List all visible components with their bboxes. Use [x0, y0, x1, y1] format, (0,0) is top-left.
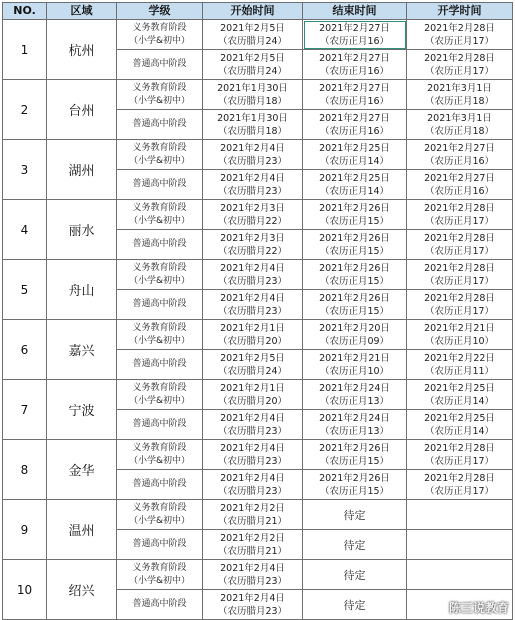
row-number: 10 — [3, 560, 47, 620]
open-date-lunar: （农历正月18） — [424, 95, 495, 107]
region-name: 台州 — [47, 80, 117, 140]
end-date-lunar: （农历正月15） — [319, 485, 390, 497]
row-number: 9 — [3, 500, 47, 560]
end-date-gregorian: 2021年2月24日 — [319, 412, 390, 424]
watermark: 陈三说教育 — [448, 601, 509, 615]
end-date-lunar: （农历正月13） — [319, 425, 390, 437]
end-date-pending: 待定 — [303, 590, 407, 620]
start-date-lunar: （农历腊月23） — [217, 155, 288, 167]
table-row — [3, 200, 513, 230]
start-date — [203, 440, 303, 470]
level-compulsory-name: 义务教育阶段 — [132, 442, 187, 453]
start-date-gregorian: 2021年2月4日 — [220, 592, 285, 604]
end-date-gregorian: 2021年2月25日 — [319, 172, 390, 184]
start-date-lunar: （农历腊月18） — [217, 125, 288, 137]
level-compulsory-name: 义务教育阶段 — [132, 502, 187, 513]
start-date-lunar: （农历腊月22） — [217, 245, 288, 257]
open-date-gregorian: 2021年3月1日 — [427, 82, 492, 94]
end-date — [303, 410, 407, 440]
end-date-lunar: （农历正月14） — [319, 185, 390, 197]
header-row — [3, 3, 513, 20]
level-high-school — [117, 50, 203, 80]
header-end-time: 结束时间 — [303, 3, 407, 20]
level-high-school-name: 普通高中阶段 — [132, 179, 187, 189]
table-row — [3, 440, 513, 470]
open-date — [407, 230, 513, 260]
open-date-gregorian: 2021年3月1日 — [427, 112, 492, 124]
end-date-gregorian: 2021年2月25日 — [319, 142, 390, 154]
open-date — [407, 140, 513, 170]
end-date — [303, 320, 407, 350]
open-date — [407, 260, 513, 290]
start-date — [203, 320, 303, 350]
open-date-gregorian: 2021年2月28日 — [424, 22, 495, 34]
level-compulsory — [117, 380, 203, 410]
start-date-lunar: （农历腊月21） — [217, 545, 288, 557]
open-date-gregorian: 2021年2月28日 — [424, 472, 495, 484]
start-date-gregorian: 2021年2月3日 — [220, 232, 285, 244]
level-compulsory-note: （小学&初中） — [128, 95, 191, 106]
open-date — [407, 200, 513, 230]
level-compulsory-note: （小学&初中） — [128, 35, 191, 46]
start-date-gregorian: 2021年2月5日 — [220, 22, 285, 34]
table-row — [3, 380, 513, 410]
end-date-lunar: （农历正月13） — [319, 395, 390, 407]
level-high-school-name: 普通高中阶段 — [132, 419, 187, 429]
start-date-gregorian: 2021年2月4日 — [220, 442, 285, 454]
end-date-pending: 待定 — [303, 500, 407, 530]
end-date-pending: 待定 — [303, 560, 407, 590]
end-date-lunar: （农历正月15） — [319, 245, 390, 257]
open-date-gregorian: 2021年2月25日 — [424, 412, 495, 424]
level-high-school-name: 普通高中阶段 — [132, 539, 187, 549]
start-date-gregorian: 2021年2月4日 — [220, 292, 285, 304]
start-date-gregorian: 2021年2月1日 — [220, 322, 285, 334]
row-number: 8 — [3, 440, 47, 500]
row-number: 2 — [3, 80, 47, 140]
open-date — [407, 440, 513, 470]
end-date-gregorian: 2021年2月27日 — [319, 82, 390, 94]
end-date-lunar: （农历正月15） — [319, 455, 390, 467]
level-compulsory — [117, 80, 203, 110]
region-name: 绍兴 — [47, 560, 117, 620]
open-date-lunar: （农历正月16） — [424, 155, 495, 167]
region-name: 宁波 — [47, 380, 117, 440]
open-date-gregorian: 2021年2月22日 — [424, 352, 495, 364]
start-date-lunar: （农历腊月23） — [217, 275, 288, 287]
level-high-school-name: 普通高中阶段 — [132, 59, 187, 69]
level-compulsory-name: 义务教育阶段 — [132, 22, 187, 33]
open-date-lunar: （农历正月17） — [424, 305, 495, 317]
row-number: 3 — [3, 140, 47, 200]
start-date-gregorian: 2021年2月4日 — [220, 472, 285, 484]
end-date — [303, 80, 407, 110]
open-date-lunar: （农历正月17） — [424, 35, 495, 47]
table-row — [3, 140, 513, 170]
level-high-school-name: 普通高中阶段 — [132, 239, 187, 249]
end-date-pending: 待定 — [303, 530, 407, 560]
level-high-school — [117, 230, 203, 260]
start-date-lunar: （农历腊月24） — [217, 35, 288, 47]
level-compulsory-name: 义务教育阶段 — [132, 562, 187, 573]
level-compulsory-note: （小学&初中） — [128, 455, 191, 466]
level-compulsory — [117, 260, 203, 290]
end-date — [303, 350, 407, 380]
level-compulsory-note: （小学&初中） — [128, 515, 191, 526]
region-name: 金华 — [47, 440, 117, 500]
start-date — [203, 50, 303, 80]
start-date-lunar: （农历腊月24） — [217, 365, 288, 377]
level-compulsory — [117, 560, 203, 590]
start-date — [203, 410, 303, 440]
open-date — [407, 350, 513, 380]
level-high-school-name: 普通高中阶段 — [132, 299, 187, 309]
start-date — [203, 590, 303, 620]
end-date — [303, 290, 407, 320]
end-date — [303, 230, 407, 260]
level-compulsory — [117, 320, 203, 350]
level-compulsory-note: （小学&初中） — [128, 215, 191, 226]
start-date-lunar: （农历腊月21） — [217, 515, 288, 527]
start-date-gregorian: 2021年2月2日 — [220, 532, 285, 544]
end-date — [303, 200, 407, 230]
open-date-gregorian: 2021年2月27日 — [424, 172, 495, 184]
open-date-lunar: （农历正月14） — [424, 395, 495, 407]
start-date-gregorian: 2021年2月2日 — [220, 502, 285, 514]
open-date — [407, 80, 513, 110]
header-level: 学级 — [117, 3, 203, 20]
level-compulsory — [117, 20, 203, 50]
start-date-gregorian: 2021年2月4日 — [220, 172, 285, 184]
start-date — [203, 470, 303, 500]
level-compulsory-note: （小学&初中） — [128, 395, 191, 406]
table-row — [3, 560, 513, 590]
region-name: 嘉兴 — [47, 320, 117, 380]
open-date-gregorian: 2021年2月28日 — [424, 442, 495, 454]
start-date-gregorian: 2021年2月5日 — [220, 352, 285, 364]
open-date-lunar: （农历正月17） — [424, 275, 495, 287]
end-date-lunar: （农历正月09） — [319, 335, 390, 347]
end-date — [303, 260, 407, 290]
start-date-lunar: （农历腊月18） — [217, 95, 288, 107]
open-date-lunar: （农历正月10） — [424, 335, 495, 347]
open-date-lunar: （农历正月14） — [424, 425, 495, 437]
level-high-school — [117, 170, 203, 200]
end-date-lunar: （农历正月16） — [319, 35, 390, 47]
table-row — [3, 500, 513, 530]
start-date-gregorian: 2021年2月4日 — [220, 562, 285, 574]
open-date — [407, 290, 513, 320]
header-school-open-time: 开学时间 — [407, 3, 513, 20]
row-number: 4 — [3, 200, 47, 260]
end-date — [303, 440, 407, 470]
end-date-gregorian: 2021年2月20日 — [319, 322, 390, 334]
start-date — [203, 110, 303, 140]
end-date-lunar: （农历正月10） — [319, 365, 390, 377]
start-date — [203, 500, 303, 530]
open-date-gregorian: 2021年2月28日 — [424, 292, 495, 304]
start-date-lunar: （农历腊月22） — [217, 215, 288, 227]
header-region: 区域 — [47, 3, 117, 20]
start-date-gregorian: 2021年1月30日 — [217, 82, 288, 94]
end-date-lunar: （农历正月16） — [319, 95, 390, 107]
level-high-school-name: 普通高中阶段 — [132, 359, 187, 369]
end-date-gregorian: 2021年2月26日 — [319, 292, 390, 304]
start-date-gregorian: 2021年2月4日 — [220, 142, 285, 154]
start-date-lunar: （农历腊月23） — [217, 185, 288, 197]
level-high-school-name: 普通高中阶段 — [132, 599, 187, 609]
start-date — [203, 140, 303, 170]
start-date — [203, 20, 303, 50]
region-name: 杭州 — [47, 20, 117, 80]
open-date-lunar: （农历正月17） — [424, 245, 495, 257]
level-compulsory-note: （小学&初中） — [128, 275, 191, 286]
start-date-lunar: （农历腊月23） — [217, 605, 288, 617]
level-high-school-name: 普通高中阶段 — [132, 479, 187, 489]
end-date — [303, 20, 407, 50]
end-date-lunar: （农历正月15） — [319, 275, 390, 287]
row-number: 6 — [3, 320, 47, 380]
open-date-lunar: （农历正月16） — [424, 185, 495, 197]
region-name: 温州 — [47, 500, 117, 560]
end-date-gregorian: 2021年2月21日 — [319, 352, 390, 364]
open-date-empty — [407, 530, 513, 560]
open-date — [407, 470, 513, 500]
open-date-lunar: （农历正月17） — [424, 65, 495, 77]
start-date — [203, 560, 303, 590]
region-name: 丽水 — [47, 200, 117, 260]
level-compulsory — [117, 200, 203, 230]
start-date — [203, 170, 303, 200]
end-date-gregorian: 2021年2月27日 — [319, 22, 390, 34]
open-date-gregorian: 2021年2月28日 — [424, 262, 495, 274]
level-compulsory-note: （小学&初中） — [128, 575, 191, 586]
level-high-school — [117, 350, 203, 380]
open-date-gregorian: 2021年2月25日 — [424, 382, 495, 394]
end-date-gregorian: 2021年2月26日 — [319, 472, 390, 484]
level-compulsory-name: 义务教育阶段 — [132, 382, 187, 393]
level-compulsory — [117, 140, 203, 170]
start-date-lunar: （农历腊月24） — [217, 65, 288, 77]
start-date-gregorian: 2021年2月5日 — [220, 52, 285, 64]
open-date — [407, 170, 513, 200]
end-date-lunar: （农历正月15） — [319, 215, 390, 227]
row-number: 5 — [3, 260, 47, 320]
start-date-lunar: （农历腊月23） — [217, 455, 288, 467]
level-compulsory-name: 义务教育阶段 — [132, 202, 187, 213]
end-date-lunar: （农历正月16） — [319, 125, 390, 137]
open-date — [407, 20, 513, 50]
region-name: 舟山 — [47, 260, 117, 320]
level-compulsory — [117, 440, 203, 470]
end-date-gregorian: 2021年2月26日 — [319, 442, 390, 454]
end-date-gregorian: 2021年2月24日 — [319, 382, 390, 394]
level-high-school-name: 普通高中阶段 — [132, 119, 187, 129]
row-number: 7 — [3, 380, 47, 440]
open-date — [407, 50, 513, 80]
level-compulsory-name: 义务教育阶段 — [132, 82, 187, 93]
open-date-gregorian: 2021年2月21日 — [424, 322, 495, 334]
end-date — [303, 470, 407, 500]
level-high-school — [117, 290, 203, 320]
level-compulsory-name: 义务教育阶段 — [132, 142, 187, 153]
level-compulsory-note: （小学&初中） — [128, 335, 191, 346]
end-date — [303, 110, 407, 140]
open-date-gregorian: 2021年2月28日 — [424, 232, 495, 244]
open-date-lunar: （农历正月18） — [424, 125, 495, 137]
end-date-lunar: （农历正月16） — [319, 65, 390, 77]
region-name: 湖州 — [47, 140, 117, 200]
end-date — [303, 380, 407, 410]
open-date-empty — [407, 500, 513, 530]
open-date — [407, 380, 513, 410]
table-row — [3, 320, 513, 350]
end-date-lunar: （农历正月14） — [319, 155, 390, 167]
start-date — [203, 80, 303, 110]
start-date-lunar: （农历腊月20） — [217, 335, 288, 347]
open-date-lunar: （农历正月17） — [424, 215, 495, 227]
start-date-gregorian: 2021年2月1日 — [220, 382, 285, 394]
table-body — [3, 20, 513, 620]
start-date-lunar: （农历腊月23） — [217, 575, 288, 587]
open-date — [407, 410, 513, 440]
level-compulsory — [117, 500, 203, 530]
level-compulsory-note: （小学&初中） — [128, 155, 191, 166]
start-date-lunar: （农历腊月23） — [217, 485, 288, 497]
level-high-school — [117, 410, 203, 440]
school-holiday-table — [2, 2, 513, 620]
start-date — [203, 380, 303, 410]
start-date — [203, 350, 303, 380]
start-date-lunar: （农历腊月23） — [217, 305, 288, 317]
open-date-lunar: （农历正月17） — [424, 455, 495, 467]
end-date-gregorian: 2021年2月26日 — [319, 262, 390, 274]
header-no: NO. — [3, 3, 47, 20]
start-date-lunar: （农历腊月20） — [217, 395, 288, 407]
open-date-gregorian: 2021年2月27日 — [424, 142, 495, 154]
end-date-gregorian: 2021年2月27日 — [319, 112, 390, 124]
level-compulsory-name: 义务教育阶段 — [132, 262, 187, 273]
end-date-gregorian: 2021年2月26日 — [319, 232, 390, 244]
start-date-lunar: （农历腊月23） — [217, 425, 288, 437]
level-high-school — [117, 590, 203, 620]
start-date — [203, 290, 303, 320]
start-date-gregorian: 2021年2月3日 — [220, 202, 285, 214]
open-date — [407, 110, 513, 140]
start-date-gregorian: 2021年1月30日 — [217, 112, 288, 124]
start-date — [203, 200, 303, 230]
end-date — [303, 50, 407, 80]
start-date-gregorian: 2021年2月4日 — [220, 262, 285, 274]
level-compulsory-name: 义务教育阶段 — [132, 322, 187, 333]
open-date-empty — [407, 560, 513, 590]
end-date-lunar: （农历正月15） — [319, 305, 390, 317]
open-date-lunar: （农历正月11） — [424, 365, 495, 377]
start-date — [203, 530, 303, 560]
table-row — [3, 80, 513, 110]
level-high-school — [117, 530, 203, 560]
header-start-time: 开始时间 — [203, 3, 303, 20]
end-date — [303, 170, 407, 200]
start-date — [203, 230, 303, 260]
start-date — [203, 260, 303, 290]
end-date — [303, 140, 407, 170]
end-date-gregorian: 2021年2月27日 — [319, 52, 390, 64]
start-date-gregorian: 2021年2月4日 — [220, 412, 285, 424]
table-row — [3, 20, 513, 50]
open-date-gregorian: 2021年2月28日 — [424, 52, 495, 64]
open-date-lunar: （农历正月17） — [424, 485, 495, 497]
table-row — [3, 260, 513, 290]
end-date-gregorian: 2021年2月26日 — [319, 202, 390, 214]
row-number: 1 — [3, 20, 47, 80]
level-high-school — [117, 110, 203, 140]
level-high-school — [117, 470, 203, 500]
open-date-gregorian: 2021年2月28日 — [424, 202, 495, 214]
open-date — [407, 320, 513, 350]
